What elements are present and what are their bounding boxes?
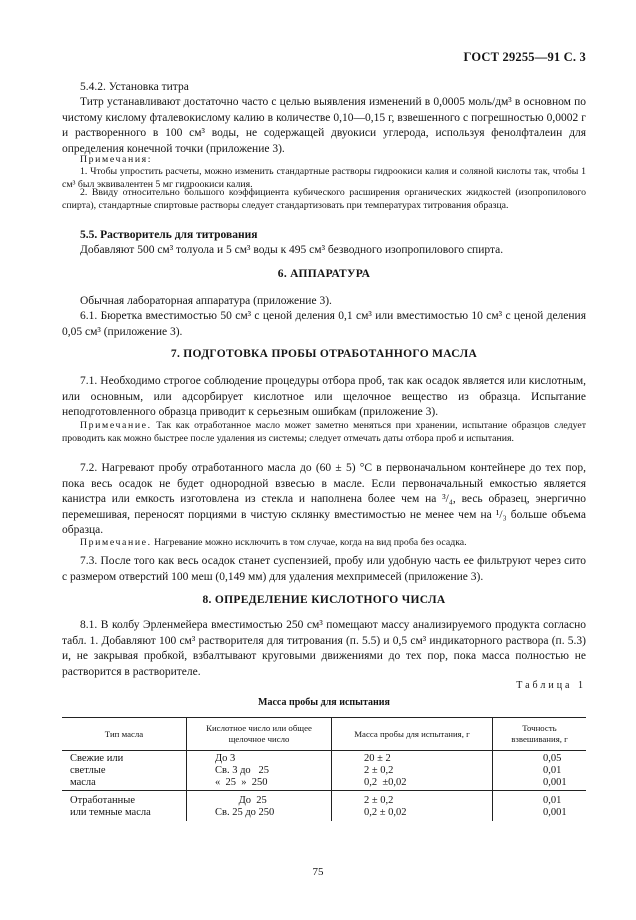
oil-type-line: или темные масла	[70, 807, 151, 819]
table-header-row	[62, 718, 586, 751]
section-5-4-2-title: 5.4.2. Установка титра	[80, 81, 189, 93]
section-8-heading: 8. ОПРЕДЕЛЕНИЕ КИСЛОТНОГО ЧИСЛА	[202, 594, 446, 606]
acid-number-line: « 25 » 250	[215, 776, 268, 788]
oil-type-line: Свежие или	[70, 753, 124, 764]
section-5-5-body: Добавляют 500 см³ толуола и 5 см³ воды к 495 см³ безводного изопропилового спирта.	[80, 244, 504, 256]
running-title: ГОСТ 29255—91 С. 3	[463, 50, 586, 64]
accuracy-cell	[493, 751, 587, 791]
sample-mass-cell	[332, 791, 493, 821]
accuracy-line: 0,001	[543, 776, 567, 788]
section-6-body: Обычная лабораторная аппаратура (приложение 3).	[80, 295, 332, 307]
column-header-weighing-accuracy: Точность взвешивания, г	[493, 718, 587, 751]
note-7-1-text: Так как отработанное масло может заметно меняться при хранении, испытание образцов следует проводить как можно быстрее после удаления из системы; следует отмечать даты отбора проб и испытания.	[62, 420, 586, 444]
acid-number-cell	[187, 751, 332, 791]
oil-type-line: масла	[70, 776, 96, 788]
section-5-5-title: 5.5. Растворитель для титрования	[80, 229, 258, 241]
section-7-2-body: 7.2. Нагревают пробу отработанного масла до (60 ± 5) °С в первоначальном контейнере до тех пор, пока весь осадок не будет однородной взвесью в масле. Если первоначальный емкостью является канистра или емкость изготовлена из стекла и наполнена более чем на ³/₄, весь образец, энергично перемешивая, переносят порциями в чистую склянку вместимостью не менее чем на ¹/₃ больше объема образца.	[62, 462, 586, 537]
table-label: Таблица 1	[516, 680, 586, 691]
notes-title: Примечания:	[80, 154, 153, 165]
sample-mass-cell	[332, 751, 493, 791]
sample-mass-line: 0,2 ±0,02	[364, 776, 407, 788]
accuracy-line: 0,01	[543, 795, 562, 807]
sample-mass-table	[62, 717, 586, 821]
column-header-sample-mass: Масса пробы для испытания, г	[332, 718, 493, 751]
acid-number-cell	[187, 791, 332, 821]
table-caption: Масса пробы для испытания	[258, 697, 390, 708]
note-7-2-text: Нагревание можно исключить в том случае, когда на вид проба без осадка.	[151, 537, 467, 548]
column-header-oil-type: Тип масла	[62, 718, 187, 751]
note-7-1-label: Примечание.	[80, 420, 152, 431]
accuracy-line: 0,05	[543, 753, 562, 764]
oil-type-line: светлые	[70, 764, 106, 776]
acid-number-line: Св. 3 до 25	[215, 764, 270, 776]
sample-mass-line: 0,2 ± 0,02	[364, 807, 407, 819]
sample-mass-line: 20 ± 2	[364, 753, 391, 764]
accuracy-line: 0,001	[543, 807, 567, 819]
accuracy-line: 0,01	[543, 764, 562, 776]
note-7-2-label: Примечание.	[80, 537, 152, 548]
acid-number-line: До 25	[215, 795, 267, 807]
oil-type-cell	[62, 791, 187, 821]
section-7-3-body: 7.3. После того как весь осадок станет суспензией, пробу или удобную часть ее фильтруют через сито с размером отверстий 100 меш (0,149 мм) для удаления мехпримесей (приложение 3).	[62, 555, 586, 583]
table-row	[62, 791, 586, 821]
oil-type-cell	[62, 751, 187, 791]
note-2: 2. Ввиду относительно большого коэффициента кубического расширения органических жидкостей (изопропилового спирта), стандартные спиртовые растворы следует стандартизовать при температурах титрования образца.	[62, 187, 586, 211]
table-row	[62, 751, 586, 791]
accuracy-cell	[493, 791, 587, 821]
note-7-1	[62, 420, 586, 445]
sample-mass-line: 2 ± 0,2	[364, 795, 394, 807]
note-7-2	[62, 537, 586, 550]
page-number: 75	[312, 866, 324, 878]
acid-number-line: Св. 25 до 250	[215, 807, 275, 819]
section-5-4-2-body: Титр устанавливают достаточно часто с целью выявления изменений в 0,0005 моль/дм³ в основном по чистому кислому фталевокислому калию в количестве 0,10—0,15 г, взвешенного с погрешностью 0,0002 г и растворенного в 100 см³ воды, не содержащей двуокиси углерода, используя фенолфталеин для определения конечной точки (приложение 3).	[62, 96, 586, 155]
acid-number-line: До 3	[215, 753, 236, 764]
section-6-1-body: 6.1. Бюретка вместимостью 50 см³ с ценой деления 0,1 см³ или вместимостью 10 см³ с ценой деления 0,05 см³ (приложение 3).	[62, 310, 586, 338]
section-8-1-body: 8.1. В колбу Эрленмейера вместимостью 250 см³ помещают массу анализируемого продукта согласно табл. 1. Добавляют 100 см³ растворителя для титрования (п. 5.5) и 0,5 см³ индикаторного раствора (п. 5.3) и, не закрывая пробкой, взбалтывают круговыми движениями до тех пор, пока масса полностью не растворится в растворителе.	[62, 619, 586, 678]
sample-mass-line: 2 ± 0,2	[364, 764, 394, 776]
oil-type-line: Отработанные	[70, 795, 135, 807]
section-7-1-body: 7.1. Необходимо строгое соблюдение процедуры отбора проб, так как осадок является или кислотным, или основным, или адсорбирует кислотное или щелочное вещество из образца. Испытание неподготовленного образца приводит к серьезным ошибкам (приложение 3).	[62, 375, 586, 419]
section-6-heading: 6. АППАРАТУРА	[277, 268, 371, 280]
note-1: 1. Чтобы упростить расчеты, можно изменить стандартные растворы гидроокиси калия и соляной кислоты так, чтобы 1 см³ был эквивалентен 5 мг гидроокиси калия.	[62, 166, 586, 190]
section-7-heading: 7. ПОДГОТОВКА ПРОБЫ ОТРАБОТАННОГО МАСЛА	[170, 348, 478, 360]
column-header-acid-number: Кислотное число или общее щелочное число	[187, 718, 332, 751]
